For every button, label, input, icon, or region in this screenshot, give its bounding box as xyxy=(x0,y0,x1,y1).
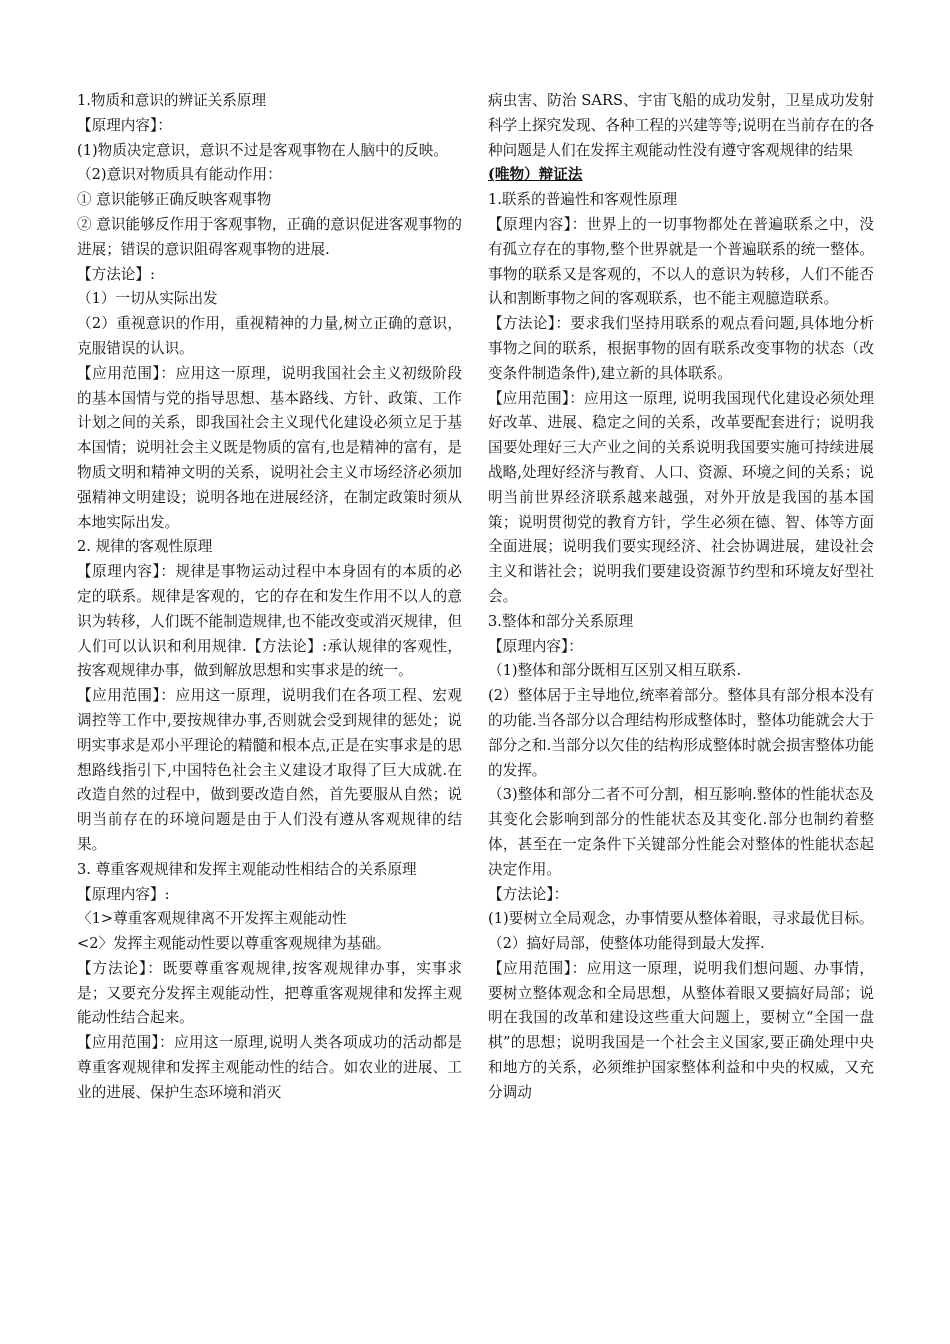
paragraph: 病虫害、防治 SARS、宇宙飞船的成功发射，卫星成功发射科学上探究发现、各种工程的兴建等等;说明在当前存在的各种问题是人们在发挥主观能动性没有遵守客观规律的结果 xyxy=(488,92,874,159)
paragraph: 【应用范围】：应用这一原理，说明我们在各项工程、宏观调控等工作中,要按规律办事,否则就会受到规律的惩处；说明实事求是邓小平理论的精髓和根本点,正是在实事求是的思想路线指引下,中国特色社会主义建设才取得了巨大成就.在改造自然的过程中，做到要改造自然，首先要服从自然；说明当前存在的环境问题是由于人们没有遵从客观规律的结果。 xyxy=(77,687,462,853)
paragraph: 【方法论】：要求我们坚持用联系的观点看问题,具体地分析事物之间的联系，根据事物的固有联系改变事物的状态（改变条件制造条件),建立新的具体联系。 xyxy=(488,315,874,382)
paragraph: 【应用范围】：应用这一原理,说明人类各项成功的活动都是尊重客观规律和发挥主观能动性的结合。如农业的进展、工业的进展、保护生态环境和消灭 xyxy=(77,1034,462,1101)
paragraph: 【原理内容】： xyxy=(488,637,583,655)
paragraph: 【应用范围】：应用这一原理，说明我国社会主义初级阶段的基本国情与党的指导思想、基本路线、方针、政策、工作计划之间的关系，即我国社会主义现代化建设必须立足于基本国情；说明社会主义既是物质的富有,也是精神的富有，是物质文明和精神文明的关系，说明社会主义市场经济必须加强精神文明建设；说明各地在进展经济，在制定政策时须从本地实际出发。 xyxy=(77,364,462,531)
paragraph: 【原理内容】: xyxy=(77,885,170,903)
paragraph: 〈1>尊重客观规律离不开发挥主观能动性 xyxy=(77,910,347,928)
paragraph: （2）搞好局部，使整体功能得到最大发挥. xyxy=(488,935,765,953)
paragraph: 【原理内容】： xyxy=(77,116,172,134)
paragraph: ① 意识能够正确反映客观事物 xyxy=(77,191,272,209)
paragraph: (1)物质决定意识，意识不过是客观事物在人脑中的反映。 xyxy=(77,141,448,159)
paragraph: <2〉发挥主观能动性要以尊重客观规律为基础。 xyxy=(77,935,391,953)
paragraph: （1）一切从实际出发 xyxy=(77,290,218,308)
paragraph: （2)意识对物质具有能动作用： xyxy=(77,166,282,184)
section-heading: 2. 规律的客观性原理 xyxy=(77,538,213,556)
paragraph: ② 意识能够反作用于客观事物，正确的意识促进客观事物的进展；错误的意识阻碍客观事物的进展. xyxy=(77,215,462,258)
paragraph: 【方法论】：既要尊重客观规律,按客观规律办事，实事求是；又要充分发挥主观能动性，把尊重客观规律和发挥主观能动性结合起来。 xyxy=(77,959,462,1027)
paragraph: 【原理内容】：世界上的一切事物都处在普遍联系之中，没有孤立存在的事物,整个世界就是一个普遍联系的统一整体。事物的联系又是客观的，不以人的意识为转移，人们不能否认和割断事物之间的客观联系，也不能主观臆造联系。 xyxy=(488,215,874,308)
paragraph: 【原理内容】：规律是事物运动过程中本身固有的本质的必定的联系。规律是客观的，它的存在和发生作用不以人的意识为转移，人们既不能制造规律,也不能改变或消灭规律，但人们可以认识和利用规律.【方法论】:承认规律的客观性，按客观规律办事，做到解放思想和实事求是的统一。 xyxy=(77,563,462,680)
paragraph: （2）重视意识的作用，重视精神的力量,树立正确的意识，克服错误的认识。 xyxy=(77,315,462,357)
right-column xyxy=(488,89,874,1106)
paragraph: (2）整体居于主导地位,统率着部分。整体具有部分根本没有的功能.当各部分以合理结构形成整体时，整体功能就会大于部分之和.当部分以欠佳的结构形成整体时就会损害整体功能的发挥。 xyxy=(488,687,874,779)
section-heading: 1.联系的普遍性和客观性原理 xyxy=(488,191,678,209)
paragraph: (1)要树立全局观念，办事情要从整体着眼，寻求最优目标。 xyxy=(488,910,874,928)
paragraph: （3)整体和部分二者不可分割，相互影响.整体的性能状态及其变化会影响到部分的性能状态及其变化.部分也制约着整体，甚至在一定条件下关键部分性能会对整体的性能状态起决定作用。 xyxy=(488,786,874,878)
paragraph: 【方法论】: xyxy=(77,265,155,283)
section-heading: 1.物质和意识的辨证关系原理 xyxy=(77,92,267,109)
paragraph: 【应用范围】：应用这一原理, 说明我国现代化建设必须处理好改革、进展、稳定之间的关系，改革要配套进行；说明我国要处理好三大产业之间的关系说明我国要实施可持续进展战略,处理好经济与教育、人口、资源、环境之间的关系；说明当前世界经济联系越来越强，对外开放是我国的基本国策；说明贯彻党的教育方针，学生必须在德、智、体等方面全面进展；说明我们要实现经济、社会协调进展，建设社会主义和谐社会；说明我们要建设资源节约型和环境友好型社会。 xyxy=(488,389,874,605)
section-heading: 3.整体和部分关系原理 xyxy=(488,612,634,630)
left-column xyxy=(77,89,462,1106)
part-heading: (唯物）辩证法 xyxy=(488,166,583,184)
paragraph: 【应用范围】：应用这一原理，说明我们想问题、办事情，要树立整体观念和全局思想，从整体着眼又要搞好局部；说明在我国的改革和建设这些重大问题上，要树立“全国一盘棋”的思想；说明我国是一个社会主义国家,要正确处理中央和地方的关系，必须维护国家整体利益和中央的权威，又充分调动 xyxy=(488,959,874,1101)
paragraph: （1)整体和部分既相互区别又相互联系. xyxy=(488,662,742,680)
section-heading: 3. 尊重客观规律和发挥主观能动性相结合的关系原理 xyxy=(77,860,417,878)
paragraph: 【方法论】： xyxy=(488,885,569,903)
